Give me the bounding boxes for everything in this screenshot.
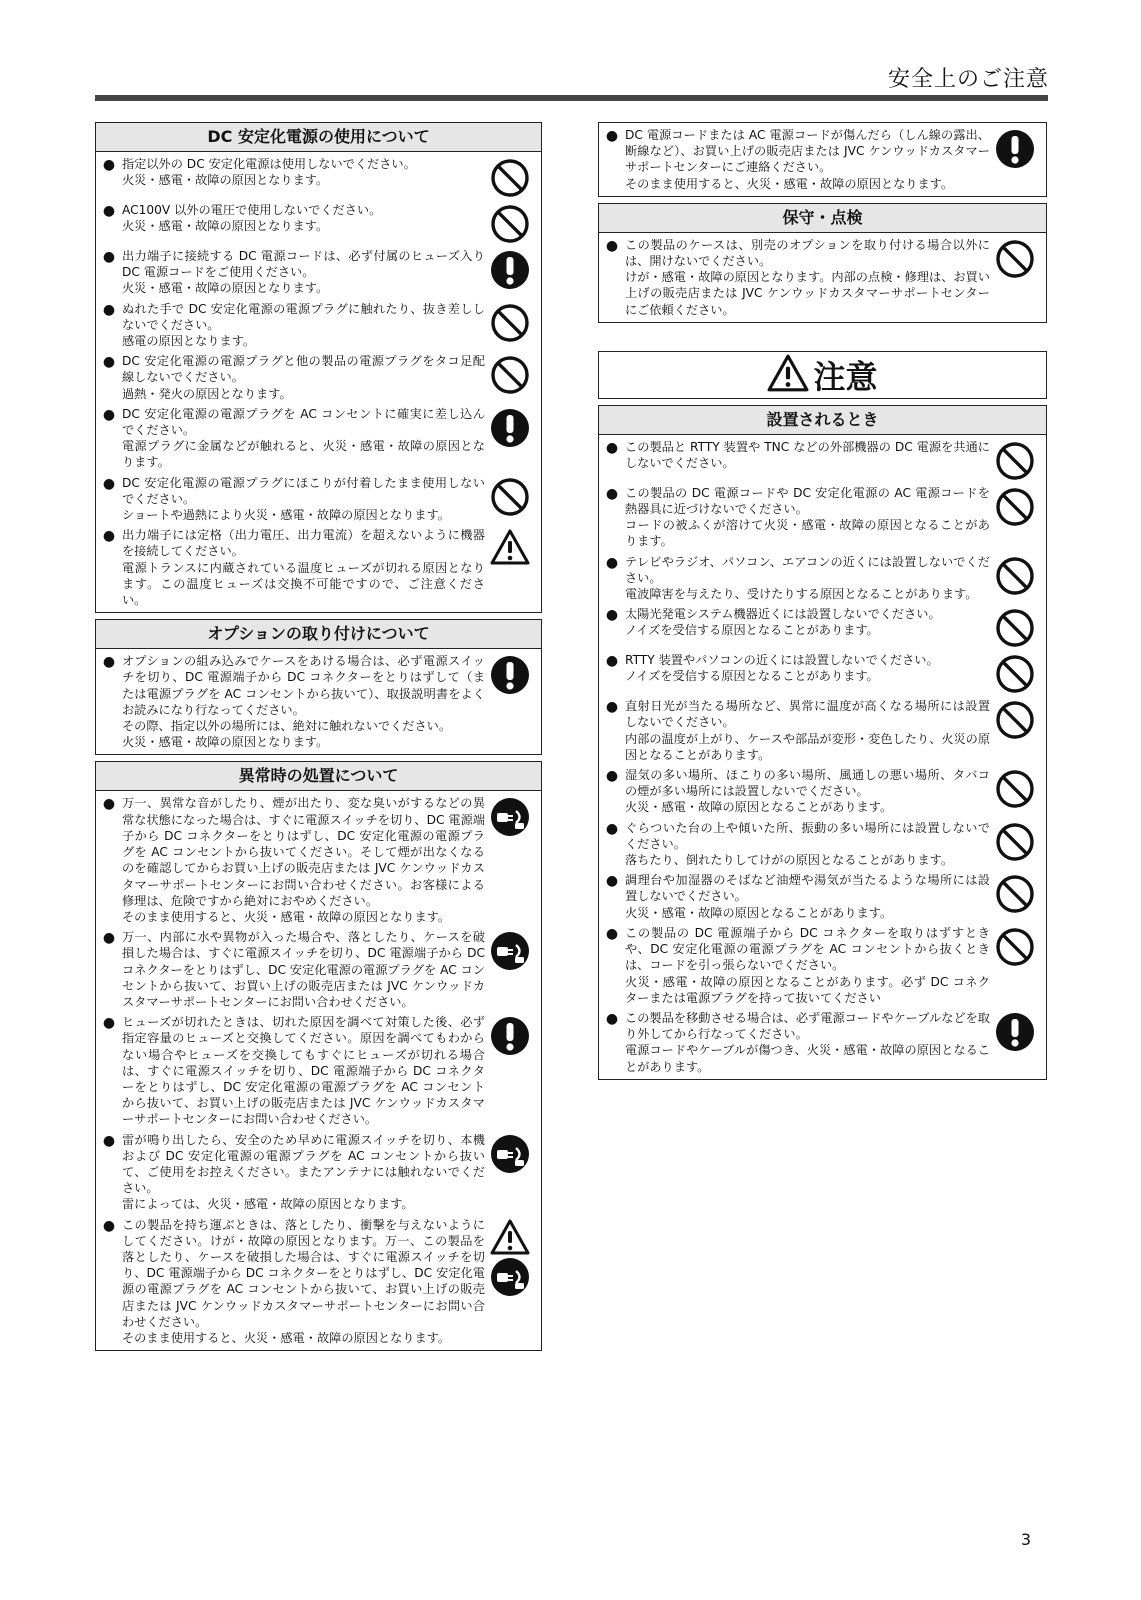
bullet-icon: ●: [605, 699, 619, 716]
prohibition-icon: [995, 239, 1035, 279]
list-item: [96, 1215, 541, 1351]
bullet-icon: ●: [102, 406, 116, 423]
item-text: 太陽光発電システム機器近くには設置しないでください。 ノイズを受信する原因となることがあります。: [625, 607, 941, 638]
item-icons: [485, 1132, 535, 1174]
bullet-icon: ●: [102, 203, 116, 219]
bullet-icon: ●: [605, 873, 619, 890]
item-icons: [990, 872, 1040, 914]
bullet-icon: ●: [605, 128, 619, 144]
item-text: ぬれた手で DC 安定化電源の電源プラグに触れたり、抜き差ししないでください。 感電の原因となります。: [122, 301, 485, 349]
item-icons: [990, 820, 1040, 862]
prohibition-icon: [995, 654, 1035, 694]
unplug-icon: [490, 797, 530, 837]
bullet-icon: ●: [102, 528, 116, 545]
list-item: [599, 552, 1046, 605]
list-item: [599, 923, 1046, 1008]
item-text: 雷が鳴り出したら、安全のため早めに電源スイッチを切り、本機および DC 安定化電源の電源プラグを AC コンセントから抜いて、ご使用をお控えください。またアンテナには触れないでください。 雷によっては、火災・感電・故障の原因となります。: [122, 1132, 485, 1212]
item-text: この製品を移動させる場合は、必ず電源コードやケーブルなどを取り外してから行なってください。 電源コードやケーブルが傷つき、火災・感電・故障の原因となることがあります。: [625, 1010, 990, 1074]
list-item: [599, 818, 1046, 871]
item-icons: [990, 606, 1040, 648]
item-text: DC 電源コードまたは AC 電源コードが傷んだら（しん線の露出、断線など）、お買い上げの販売店または JVC ケンウッドカスタマーサポートセンターにご連絡ください。 そのまま使用すると、火災・感電・故障の原因となります。: [625, 128, 990, 191]
item-text: この製品の DC 電源端子から DC コネクターを取りはずすときや、DC 安定化電源の電源プラグを AC コンセントから抜くときは、コードを引っ張らないでください。 火災・感電・故障の原因となることがあります。必ず DC コネクターまたは電源プラグを持って抜いてください: [625, 925, 990, 1005]
list-item: [96, 200, 541, 246]
prohibition-icon: [995, 822, 1035, 862]
list-item: [96, 1012, 541, 1129]
bullet-icon: ●: [102, 475, 116, 492]
bullet-icon: ●: [605, 485, 619, 502]
section-heading: DC 安定化電源の使用について: [96, 123, 541, 152]
warning-triangle-icon: [490, 529, 530, 565]
list-item: [96, 299, 541, 352]
list-item: [96, 351, 541, 404]
item-text: RTTY 装置やパソコンの近くには設置しないでください。 ノイズを受信する原因となることがあります。: [625, 653, 939, 684]
item-text: この製品の DC 電源コードや DC 安定化電源の AC 電源コードを熱器具に近づけないでください。 コードの被ふくが溶けて火災・感電・故障の原因となることがあります。: [625, 485, 990, 549]
bullet-icon: ●: [102, 796, 116, 813]
item-icons: [990, 237, 1040, 279]
list-item: [599, 233, 1046, 322]
bullet-icon: ●: [102, 301, 116, 318]
prohibition-icon: [995, 608, 1035, 648]
item-icons: [990, 767, 1040, 809]
item-text: 調理台や加湿器のそばなど油煙や湯気が当たるような場所には設置しないでください。 火災・感電・故障の原因となることがあります。: [625, 873, 990, 920]
prohibition-icon: [490, 303, 530, 343]
section-box: [95, 619, 542, 755]
item-icons: [990, 1010, 1040, 1052]
bullet-icon: ●: [605, 554, 619, 571]
bullet-icon: ●: [605, 925, 619, 942]
prohibition-icon: [995, 441, 1035, 481]
item-icons: [485, 795, 535, 837]
prohibition-icon: [995, 700, 1035, 740]
item-icons: [485, 202, 535, 244]
caution-banner: [598, 351, 1047, 399]
list-item: [599, 765, 1046, 818]
bullet-icon: ●: [605, 820, 619, 837]
bullet-icon: ●: [605, 237, 619, 254]
caution-label: 注意: [813, 357, 878, 396]
section-box: [598, 122, 1047, 197]
item-text: DC 安定化電源の電源プラグと他の製品の電源プラグをタコ足配線しないでください。 過熱・発火の原因となります。: [122, 354, 485, 401]
list-item: [599, 1008, 1046, 1079]
prohibition-icon: [490, 355, 530, 395]
item-text: DC 安定化電源の電源プラグにほこりが付着したまま使用しないでください。 ショートや過熱により火災・感電・故障の原因となります。: [122, 475, 485, 523]
item-icons: [990, 554, 1040, 596]
bullet-icon: ●: [605, 607, 619, 624]
item-icons: [485, 1014, 535, 1056]
item-text: この製品と RTTY 装置や TNC などの外部機器の DC 電源を共通にしないでください。: [625, 439, 990, 471]
item-icons: [990, 925, 1040, 967]
item-icons: [485, 353, 535, 395]
prohibition-icon: [995, 874, 1035, 914]
item-text: 万一、内部に水や異物が入った場合や、落としたり、ケースを破損した場合は、すぐに電源スイッチを切り、DC 電源端子から DC コネクターをとりはずし、DC 安定化電源の電源プラグを AC コンセントから抜いて、お買い上げの販売店または JVC ケンウッドカスタマーサポートセンターにお問い合わせください。: [122, 930, 485, 1009]
prohibition-icon: [490, 158, 530, 198]
item-icons: [990, 698, 1040, 740]
section-box: [598, 203, 1047, 323]
list-item: [599, 483, 1046, 552]
section-heading: 保守・点検: [599, 204, 1046, 233]
item-icons: [990, 652, 1040, 694]
left-column: [95, 122, 542, 1357]
item-text: 出力端子に接続する DC 電源コードは、必ず付属のヒューズ入り DC 電源コードをご使用ください。 火災・感電・故障の原因となります。: [122, 249, 485, 296]
item-text: この製品のケースは、別売のオプションを取り付ける場合以外には、開けないでください。 けが・感電・故障の原因となります。内部の点検・修理は、お買い上げの販売店または JVC ケンウッドカスタマーサポートセンターにご依頼ください。: [625, 237, 990, 317]
list-item: [599, 604, 1046, 650]
item-icons: [990, 439, 1040, 481]
item-text: 万一、異常な音がしたり、煙が出たり、変な臭いがするなどの異常な状態になった場合は、すぐに電源スイッチを切り、DC 電源端子から DC コネクターをとりはずし、DC 安定化電源の電源プラグを AC コンセントから抜いてください。そして煙が出なくなるのを確認してからお買い上げの販売店または JVC ケンウッドカスタマーサポートセンターにお問い合わせください。お客様による修理は、危険ですから絶対におやめください。 そのまま使用すると、火災・感電・故障の原因となります。: [122, 796, 485, 924]
list-item: [96, 1130, 541, 1215]
item-text: ぐらついた台の上や傾いた所、振動の多い場所には設置しないでください。 落ちたり、倒れたりしてけがの原因となることがあります。: [625, 820, 990, 868]
list-item: [96, 791, 541, 927]
bullet-icon: ●: [102, 1217, 116, 1234]
item-icons: [990, 485, 1040, 527]
mandatory-icon: [490, 250, 530, 290]
item-icons: [485, 156, 535, 198]
item-text: テレビやラジオ、パソコン、エアコンの近くには設置しないでください。 電波障害を与えたり、受けたりする原因となることがあります。: [625, 554, 990, 602]
section-heading: 異常時の処置について: [96, 762, 541, 791]
section-heading: 設置されるとき: [599, 406, 1046, 435]
list-item: [96, 152, 541, 200]
mandatory-icon: [490, 1016, 530, 1056]
page-number: 3: [1020, 1530, 1031, 1549]
bullet-icon: ●: [102, 157, 116, 173]
bullet-icon: ●: [102, 930, 116, 947]
item-text: AC100V 以外の電圧で使用しないでください。 火災・感電・故障の原因となります。: [122, 203, 382, 234]
prohibition-icon: [995, 927, 1035, 967]
page-title: 安全上のご注意: [887, 67, 1049, 92]
bullet-icon: ●: [102, 354, 116, 371]
mandatory-icon: [995, 1012, 1035, 1052]
item-text: 直射日光が当たる場所など、異常に温度が高くなる場所には設置しないでください。 内部の温度が上がり、ケースや部品が変形・変色したり、火災の原因となることがあります。: [625, 699, 991, 762]
bullet-icon: ●: [102, 249, 116, 265]
bullet-icon: ●: [605, 439, 619, 456]
list-item: [599, 696, 1046, 765]
section-box: [95, 122, 542, 613]
item-icons: [485, 929, 535, 971]
section-box: [95, 761, 542, 1351]
list-item: [96, 473, 541, 526]
item-icons: [485, 248, 535, 290]
item-icons: [485, 653, 535, 695]
list-item: [599, 123, 1046, 196]
unplug-icon: [490, 1134, 530, 1174]
prohibition-icon: [490, 477, 530, 517]
item-text: オプションの組み込みでケースをあける場合は、必ず電源スイッチを切り、DC 電源端子から DC コネクターをとりはずして（または電源プラグを AC コンセントから抜いて）、取扱説明書をよくお読みになり行なってください。 その際、指定以外の場所には、絶対に触れないでください。 火災・感電・故障の原因となります。: [122, 654, 485, 750]
list-item: [96, 525, 541, 612]
item-icons: [990, 127, 1040, 169]
mandatory-icon: [490, 655, 530, 695]
warning-triangle-icon: [490, 1219, 530, 1255]
item-text: 湿気の多い場所、ほこりの多い場所、風通しの悪い場所、タバコの煙が多い場所には設置しないでください。 火災・感電・故障の原因となることがあります。: [625, 768, 990, 815]
mandatory-icon: [995, 129, 1035, 169]
item-icons: [485, 527, 535, 565]
item-text: 指定以外の DC 安定化電源は使用しないでください。 火災・感電・故障の原因となります。: [122, 157, 416, 188]
list-item: [599, 435, 1046, 483]
item-icons: [485, 1217, 535, 1297]
prohibition-icon: [995, 769, 1035, 809]
section-heading: オプションの取り付けについて: [96, 620, 541, 649]
prohibition-icon: [490, 204, 530, 244]
bullet-icon: ●: [605, 1010, 619, 1027]
list-item: [599, 650, 1046, 696]
prohibition-icon: [995, 487, 1035, 527]
warning-triangle-icon: [767, 354, 809, 396]
bullet-icon: ●: [605, 653, 619, 670]
section-box: [598, 405, 1047, 1080]
bullet-icon: ●: [102, 654, 116, 671]
list-item: [96, 246, 541, 299]
mandatory-icon: [490, 408, 530, 448]
list-item: [599, 870, 1046, 923]
bullet-icon: ●: [102, 1132, 116, 1149]
item-text: DC 安定化電源の電源プラグを AC コンセントに確実に差し込んでください。 電源プラグに金属などが触れると、火災・感電・故障の原因となります。: [122, 406, 485, 470]
item-text: この製品を持ち運ぶときは、落としたり、衝撃を与えないようにしてください。けが・故障の原因となります。万一、この製品を落としたり、ケースを破損した場合は、すぐに電源スイッチを切り、DC 電源端子から DC コネクターをとりはずし、DC 安定化電源の電源プラグを AC コンセントから抜いて、お買い上げの販売店または JVC ケンウッドカスタマーサポートセンターにお問い合わせください。 そのまま使用すると、火災・感電・故障の原因となります。: [122, 1217, 485, 1345]
unplug-icon: [490, 1257, 530, 1297]
bullet-icon: ●: [102, 1015, 116, 1032]
item-text: 出力端子には定格（出力電圧、出力電流）を超えないように機器を接続してください。 電源トランスに内蔵されている温度ヒューズが切れる原因となります。この温度ヒューズは交換不可能ですので、ご注意ください。: [122, 528, 485, 608]
list-item: [96, 927, 541, 1012]
bullet-icon: ●: [605, 768, 619, 785]
item-text: ヒューズが切れたときは、切れた原因を調べて対策した後、必ず指定容量のヒューズと交換してください。原因を調べてもわからない場合やヒューズを交換してもすぐにヒューズが切れる場合は、すぐに電源スイッチを切り、DC 電源端子から DC コネクターをとりはずし、DC 安定化電源の電源プラグを AC コンセントから抜いて、お買い上げの販売店または JVC ケンウッドカスタマーサポートセンターにお問い合わせください。: [122, 1015, 485, 1127]
item-icons: [485, 406, 535, 448]
list-item: [96, 649, 541, 754]
item-icons: [485, 475, 535, 517]
right-column: [598, 122, 1047, 1086]
item-icons: [485, 301, 535, 343]
list-item: [96, 404, 541, 473]
prohibition-icon: [995, 556, 1035, 596]
title-rule: [95, 95, 1048, 101]
unplug-icon: [490, 931, 530, 971]
